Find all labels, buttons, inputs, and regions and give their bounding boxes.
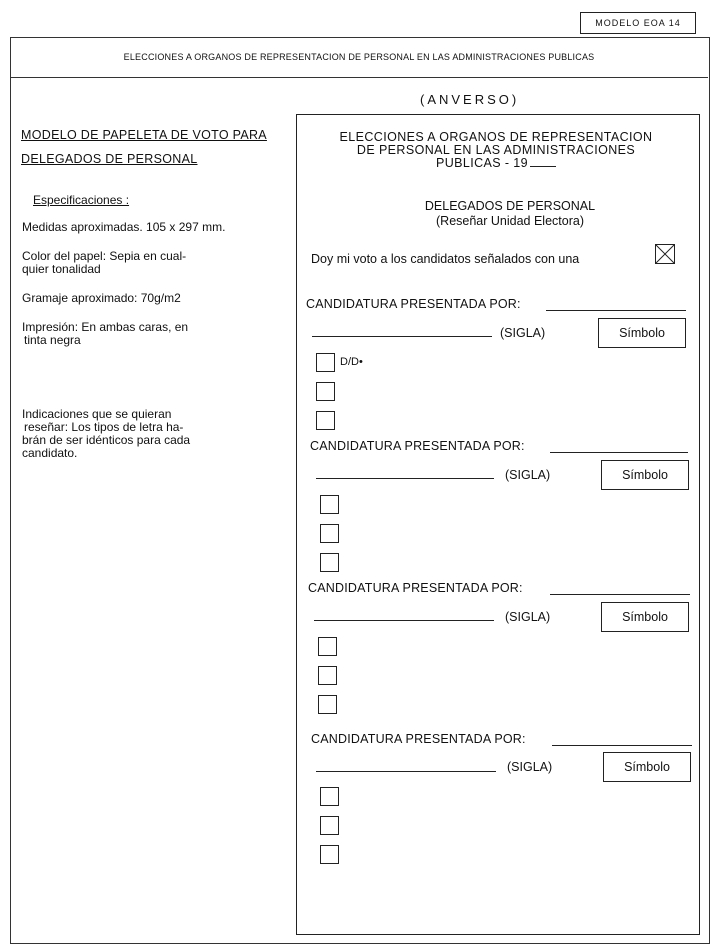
candidate-checkbox[interactable] xyxy=(320,524,339,543)
candidate-checkbox[interactable] xyxy=(318,637,337,656)
ballot-title-line1: ELECCIONES A ORGANOS DE REPRESENTACION xyxy=(339,130,653,144)
vote-instruction: Doy mi voto a los candidatos señalados con una xyxy=(311,252,580,266)
spec-gramaje: Gramaje aproximado: 70g/m2 xyxy=(22,291,181,305)
delegados-line2: (Reseñar Unidad Electora) xyxy=(436,214,584,228)
candidate-checkbox[interactable] xyxy=(320,787,339,806)
candidate-checkbox[interactable] xyxy=(316,353,335,372)
candidate-checkbox[interactable] xyxy=(316,382,335,401)
spec-impresion-line2: tinta negra xyxy=(24,333,81,347)
sigla-label-1: (SIGLA) xyxy=(500,326,546,340)
ballot-title xyxy=(316,131,676,170)
simbolo-box-3: Símbolo xyxy=(601,602,689,632)
candidacy-line-2 xyxy=(550,452,688,453)
candidate-checkbox[interactable] xyxy=(320,495,339,514)
left-title xyxy=(21,123,291,171)
candidacy-label-2: CANDIDATURA PRESENTADA POR: xyxy=(310,439,525,453)
sigla-label-4: (SIGLA) xyxy=(507,760,553,774)
spec-medidas: Medidas aproximadas. 105 x 297 mm. xyxy=(22,220,226,234)
delegados-line1: DELEGADOS DE PERSONAL xyxy=(424,199,596,213)
delegados-heading xyxy=(380,199,640,229)
sigla-line-4 xyxy=(316,771,496,772)
sigla-line-2 xyxy=(316,478,494,479)
left-title-line1: MODELO DE PAPELETA DE VOTO PARA xyxy=(21,128,267,142)
candidate-checkbox[interactable] xyxy=(318,666,337,685)
dd-label: D/D• xyxy=(340,356,363,368)
sigla-label-2: (SIGLA) xyxy=(505,468,551,482)
left-title-line2: DELEGADOS DE PERSONAL xyxy=(21,152,198,166)
sigla-line-3 xyxy=(314,620,494,621)
sigla-label-3: (SIGLA) xyxy=(505,610,551,624)
candidacy-line-1 xyxy=(546,310,686,311)
candidate-checkbox[interactable] xyxy=(320,553,339,572)
candidate-checkbox[interactable] xyxy=(320,845,339,864)
candidacy-label-3: CANDIDATURA PRESENTADA POR: xyxy=(308,581,523,595)
candidacy-line-3 xyxy=(550,594,690,595)
spec-impresion-line1: Impresión: En ambas caras, en xyxy=(22,320,189,334)
spec-color-line2: quier tonalidad xyxy=(22,262,101,276)
simbolo-box-4: Símbolo xyxy=(603,752,691,782)
candidacy-label-4: CANDIDATURA PRESENTADA POR: xyxy=(311,732,526,746)
simbolo-box-1: Símbolo xyxy=(598,318,686,348)
candidate-checkbox[interactable] xyxy=(316,411,335,430)
ind-line3: brán de ser idénticos para cada xyxy=(22,433,191,447)
ind-line4: candidato. xyxy=(22,446,78,460)
sigla-line-1 xyxy=(312,336,492,337)
x-mark-icon xyxy=(655,244,675,264)
document-header: ELECCIONES A ORGANOS DE REPRESENTACION DE PERSONAL EN LAS ADMINISTRACIONES PUBLICAS xyxy=(10,37,708,78)
ind-line1: Indicaciones que se quieran xyxy=(22,407,172,421)
simbolo-box-2: Símbolo xyxy=(601,460,689,490)
anverso-label: (ANVERSO) xyxy=(420,92,520,107)
ballot-title-line3: PUBLICAS - 19 xyxy=(316,157,676,170)
ind-line2: reseñar: Los tipos de letra ha- xyxy=(24,420,184,434)
ballot-title-line2: DE PERSONAL EN LAS ADMINISTRACIONES xyxy=(356,143,636,157)
candidate-checkbox[interactable] xyxy=(318,695,337,714)
candidacy-line-4 xyxy=(552,745,692,746)
ballot-frame xyxy=(296,114,700,935)
candidacy-label-1: CANDIDATURA PRESENTADA POR: xyxy=(306,297,521,311)
model-tag: MODELO EOA 14 xyxy=(580,12,696,34)
candidate-checkbox[interactable] xyxy=(320,816,339,835)
spec-color-line1: Color del papel: Sepia en cual- xyxy=(22,249,187,263)
spec-heading: Especificaciones : xyxy=(33,193,130,207)
